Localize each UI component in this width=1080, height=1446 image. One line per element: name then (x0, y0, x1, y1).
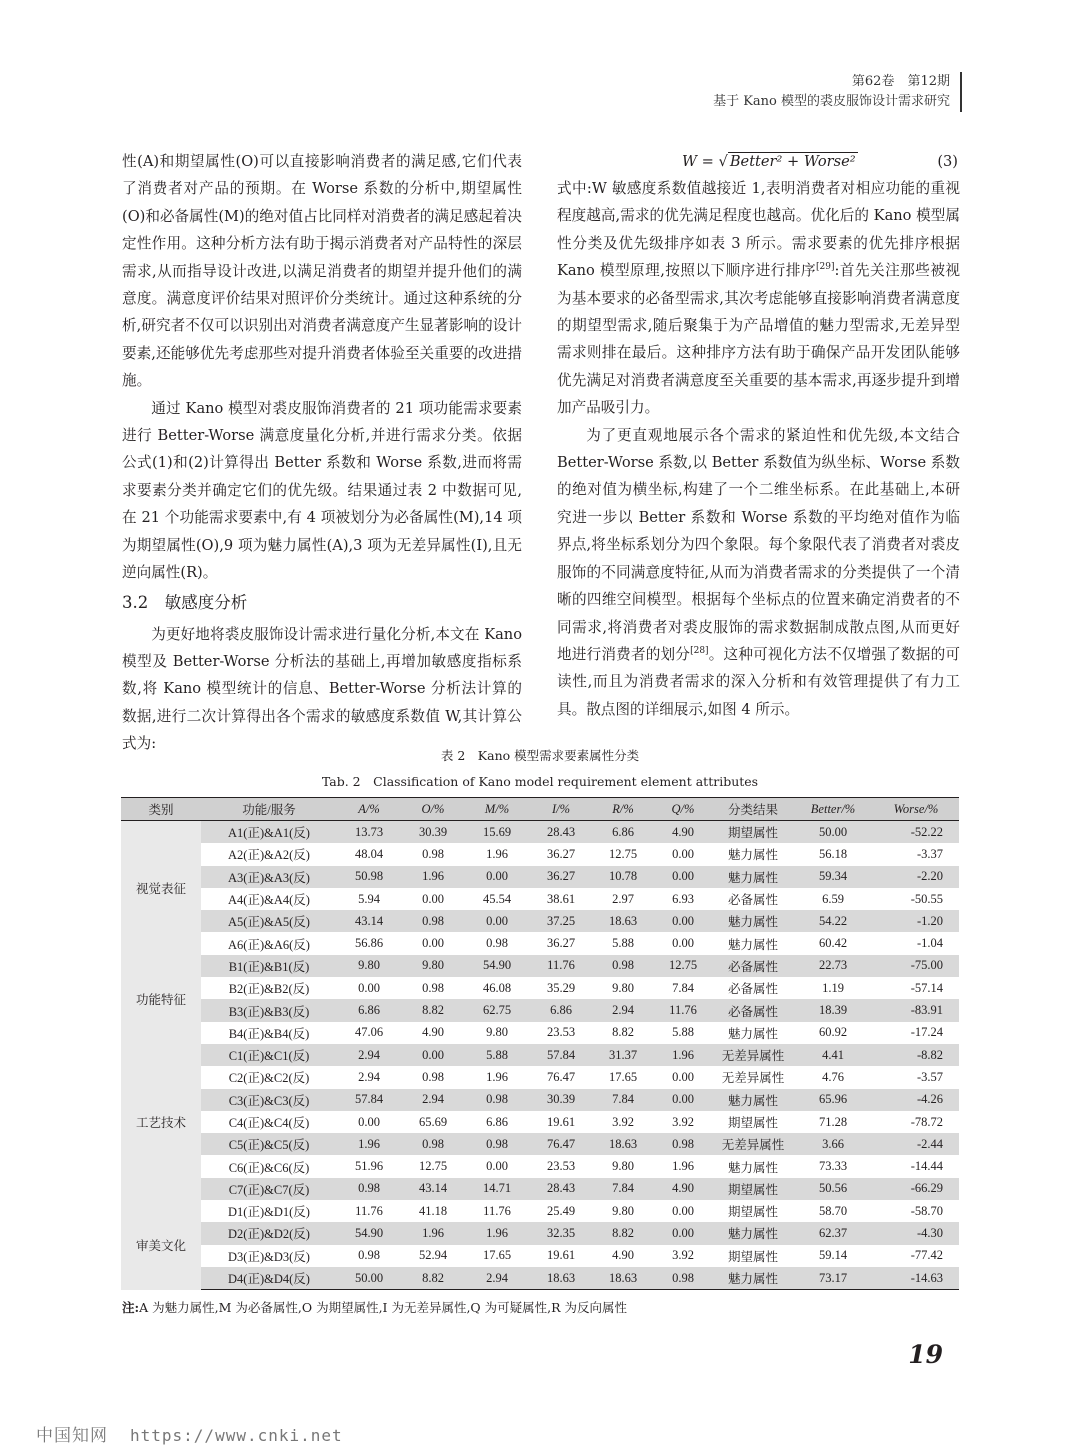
formula-rhs: Better² + Worse² (729, 153, 856, 170)
table-cell: 5.88 (612, 936, 634, 951)
footer-site: 中国知网 (36, 1426, 108, 1446)
table-cell: 必备属性 (713, 999, 793, 1021)
column-header: 功能/服务 (201, 798, 337, 821)
table-cell: -2.44 (873, 1133, 959, 1155)
table-cell: 0.98 (422, 846, 444, 861)
table-cell: 62.37 (793, 1222, 873, 1244)
table-cell: 0.98 (422, 1069, 444, 1084)
formula-3: W = √ Better² + Worse² (3) (557, 148, 960, 175)
table-cell: 45.54 (482, 891, 512, 906)
table-cell: 期望属性 (713, 1178, 793, 1200)
table-cell: 1.96 (337, 1133, 401, 1155)
table-cell: -3.37 (916, 846, 943, 861)
table-cell: 6.86 (486, 1114, 508, 1129)
left-column (122, 148, 522, 758)
table-cell: 4.41 (793, 1044, 873, 1066)
table-cell: 6.86 (593, 821, 653, 844)
table-cell: 43.14 (337, 910, 401, 932)
table-cell: A4(正)&A4(反) (228, 893, 310, 908)
table-cell: -4.30 (873, 1222, 959, 1244)
table-cell: 7.84 (593, 1178, 653, 1200)
table-cell: 76.47 (546, 1069, 576, 1084)
table-cell: 0.98 (465, 1089, 529, 1111)
table-cell: 58.70 (818, 1203, 848, 1218)
table-cell: 2.94 (465, 1267, 529, 1290)
table-cell: 魅力属性 (713, 910, 793, 932)
table-cell: 54.90 (337, 1222, 401, 1244)
table-cell: -75.00 (873, 955, 959, 977)
table-cell: 11.76 (653, 999, 713, 1021)
text-run: 。这种可视化方法不仅增强了数据的可读性,而且为消费者需求的深入分析和有效管理提供了有力工具。散点图的详细展示,如图 4 所示。 (557, 645, 960, 718)
table-cell: 8.82 (612, 1025, 634, 1040)
column-header: 分类结果 (713, 798, 793, 821)
table-cell: 0.00 (672, 846, 694, 861)
table-cell: 18.63 (593, 910, 653, 932)
table-row (121, 888, 959, 910)
table-cell: 19.61 (546, 1248, 576, 1263)
table-cell: 12.75 (608, 846, 638, 861)
table-cell: -83.91 (873, 999, 959, 1021)
column-header: I/% (529, 798, 593, 821)
table-cell: 18.39 (793, 999, 873, 1021)
table-cell: 无差异属性 (721, 1071, 785, 1086)
text-run: :首先关注那些被视为基本要求的必备型需求,其次考虑能够直接影响消费者满意度的期望型需求,随后聚集于为产品增值的魅力型需求,无差异型需求则排在最后。这种排序方法有助于确保产品开发团队能够优先满足对消费者满意度至关重要的基本需求,再逐步提升到增加产品吸引力。 (557, 262, 960, 417)
table-caption-cn: 表 2 Kano 模型需求要素属性分类 (440, 748, 640, 763)
table-cell: 11.76 (529, 955, 593, 977)
table-cell: 71.28 (818, 1114, 848, 1129)
table-cell: 0.98 (401, 910, 465, 932)
table-cell: 1.96 (401, 866, 465, 888)
table-cell: B2(正)&B2(反) (228, 982, 310, 997)
table-cell: 8.82 (593, 1222, 653, 1244)
table-cell: 魅力属性 (727, 848, 778, 863)
table-cell: 4.90 (653, 1178, 713, 1200)
table-cell: -14.63 (873, 1267, 959, 1290)
table-cell: 59.14 (818, 1248, 848, 1263)
table-cell: 23.53 (546, 1159, 576, 1174)
paragraph (557, 422, 960, 723)
table-cell: 43.14 (401, 1178, 465, 1200)
table-cell: 23.53 (546, 1025, 576, 1040)
table-cell: 0.00 (465, 866, 529, 888)
table-cell: 魅力属性 (727, 937, 778, 952)
table-note (122, 1298, 627, 1316)
table-cell: 18.63 (593, 1133, 653, 1155)
table-row (121, 1245, 959, 1267)
table-cell: 3.92 (672, 1114, 694, 1129)
table-cell: 2.97 (612, 891, 634, 906)
table-cell: 4.90 (422, 1025, 444, 1040)
formula-number: (3) (937, 153, 958, 170)
table-cell: 1.96 (401, 1222, 465, 1244)
table-cell: -58.70 (910, 1203, 943, 1218)
table-cell: 3.92 (672, 1248, 694, 1263)
table-cell: 52.94 (418, 1248, 448, 1263)
table-cell: 4.76 (822, 1069, 844, 1084)
table-cell: 25.49 (546, 1203, 576, 1218)
table-cell: D2(正)&D2(反) (201, 1222, 337, 1244)
table-cell: 0.00 (672, 936, 694, 951)
table-cell: D3(正)&D3(反) (228, 1249, 310, 1264)
table-body (121, 821, 959, 1290)
table-cell: 6.86 (337, 999, 401, 1021)
table-cell: A3(正)&A3(反) (201, 866, 337, 888)
table-cell: 魅力属性 (727, 1160, 778, 1175)
table-cell: -1.20 (873, 910, 959, 932)
table-cell: 32.35 (529, 1222, 593, 1244)
table-cell: 50.56 (793, 1178, 873, 1200)
table-cell: C2(正)&C2(反) (228, 1071, 310, 1086)
table-cell: 36.27 (546, 846, 576, 861)
table-cell: 50.00 (793, 821, 873, 844)
paragraph: 性(A)和期望属性(O)可以直接影响消费者的满足感,它们代表了消费者对产品的预期。在 Worse 系数的分析中,期望属性(O)和必备属性(M)的绝对值占比同样对消费者的满足感起着决定性作用。这种分析方法有助于揭示消费者对产品特性的深层需求,从而指导设计改进,以满足消费者的期望并提升他们的满意度。满意度评价结果对照评价分类统计。通过这种系统的分析,研究者不仅可以识别出对消费者满意度产生显著影响的设计要素,还能够优先考虑那些对提升消费者体验至关重要的改进措施。 (122, 153, 522, 390)
journal-volume: 第62卷 第12期 (851, 74, 950, 89)
table-cell: 15.69 (465, 821, 529, 844)
table-cell: 必备属性 (727, 893, 778, 908)
note-label: 注: (122, 1300, 140, 1315)
note-text: A 为魅力属性,M 为必备属性,O 为期望属性,I 为无差异属性,Q 为可疑属性,R 为反向属性 (139, 1300, 628, 1315)
table-cell: 1.19 (822, 980, 844, 995)
table-cell: B3(正)&B3(反) (201, 999, 337, 1021)
table-cell: 期望属性 (727, 1205, 778, 1220)
table-cell: 5.94 (358, 891, 380, 906)
table-cell: -52.22 (873, 821, 959, 844)
table-cell: 期望属性 (727, 1249, 778, 1264)
table-cell: 2.94 (358, 1069, 380, 1084)
table-row (121, 1044, 959, 1066)
table-cell: 1.96 (486, 1069, 508, 1084)
table-cell: 7.84 (672, 980, 694, 995)
table-cell: 魅力属性 (713, 1222, 793, 1244)
table-cell: 1.96 (486, 846, 508, 861)
table-cell: -4.26 (873, 1089, 959, 1111)
paragraph (557, 175, 960, 422)
table-cell: 47.06 (354, 1025, 384, 1040)
table-cell: -77.42 (910, 1248, 943, 1263)
table-row (121, 955, 959, 977)
column-header: Better/% (793, 798, 873, 821)
table-cell: 1.96 (465, 1222, 529, 1244)
table-cell: -1.04 (916, 936, 943, 951)
column-header: M/% (465, 798, 529, 821)
table-cell: 0.00 (422, 891, 444, 906)
paragraph: 为更好地将裘皮服饰设计需求进行量化分析,本文在 Kano 模型及 Better-Worse 分析法的基础上,再增加敏感度指标系数,将 Kano 模型统计的信息、Better-Worse 分析法计算的数据,进行二次计算得出各个需求的敏感度系数值 W,其计算公式为: (122, 625, 522, 753)
table-cell: 0.00 (358, 1114, 380, 1129)
table-cell: -50.55 (910, 891, 943, 906)
table-row (121, 1022, 959, 1044)
table-cell: 5.88 (672, 1025, 694, 1040)
table-cell: 46.08 (482, 980, 512, 995)
table-cell: 0.00 (653, 1222, 713, 1244)
table-cell: D1(正)&D1(反) (228, 1205, 310, 1220)
table-cell: -57.14 (910, 980, 943, 995)
table-cell: A6(正)&A6(反) (228, 937, 310, 952)
table-cell: -66.29 (873, 1178, 959, 1200)
table-cell: 62.75 (465, 999, 529, 1021)
table-cell: -2.20 (873, 866, 959, 888)
table-cell: 9.80 (612, 1203, 634, 1218)
table-row (121, 910, 959, 932)
table-cell: 2.94 (401, 1089, 465, 1111)
table-cell: 12.75 (418, 1159, 448, 1174)
table-cell: 8.82 (401, 1267, 465, 1290)
table-row (121, 999, 959, 1021)
table-cell: 51.96 (354, 1159, 384, 1174)
table-cell: 0.00 (672, 1069, 694, 1084)
table-cell: 41.18 (418, 1203, 448, 1218)
table-cell: 54.22 (793, 910, 873, 932)
table-row (121, 1089, 959, 1111)
table-cell: 2.94 (337, 1044, 401, 1066)
table-cell: 38.61 (546, 891, 576, 906)
table-cell: A1(正)&A1(反) (201, 821, 337, 844)
table-cell: 2.94 (593, 999, 653, 1021)
table-cell: 0.00 (486, 1159, 508, 1174)
table-row (121, 1155, 959, 1177)
table-cell: 期望属性 (713, 821, 793, 844)
table-header-row (121, 798, 959, 821)
table-cell: 9.80 (486, 1025, 508, 1040)
table-cell: 17.65 (482, 1248, 512, 1263)
table-cell: 魅力属性 (713, 1267, 793, 1290)
table-cell: D4(正)&D4(反) (201, 1267, 337, 1290)
table-cell: A2(正)&A2(反) (228, 848, 310, 863)
table-cell: -14.44 (910, 1159, 943, 1174)
table-row (121, 1066, 959, 1088)
table-cell: 73.17 (793, 1267, 873, 1290)
category-cell: 审美文化 (121, 1200, 201, 1290)
column-header: Worse/% (873, 798, 959, 821)
table-cell: B1(正)&B1(反) (201, 955, 337, 977)
table-cell: 36.27 (546, 936, 576, 951)
table-cell: 3.66 (793, 1133, 873, 1155)
table-cell: -8.82 (873, 1044, 959, 1066)
table-row (121, 821, 959, 844)
table-cell: C4(正)&C4(反) (228, 1116, 310, 1130)
table-cell: 0.00 (422, 936, 444, 951)
table-cell: 0.98 (465, 1133, 529, 1155)
table-row (121, 1133, 959, 1155)
table-cell: 0.00 (653, 1089, 713, 1111)
running-header (550, 72, 962, 112)
table-cell: C7(正)&C7(反) (201, 1178, 337, 1200)
section-heading: 3.2 敏感度分析 (122, 592, 248, 612)
right-column (557, 148, 960, 723)
column-header: 类别 (121, 798, 201, 821)
table-cell: 59.34 (793, 866, 873, 888)
table-row (121, 1267, 959, 1290)
table-cell: 18.63 (529, 1267, 593, 1290)
table-cell: 10.78 (593, 866, 653, 888)
table-cell: 11.76 (483, 1203, 511, 1218)
table-cell: 12.75 (653, 955, 713, 977)
table-cell: 0.98 (358, 1248, 380, 1263)
table-cell: 6.93 (672, 891, 694, 906)
table-cell: 0.00 (358, 980, 380, 995)
column-header: A/% (337, 798, 401, 821)
table-cell: 1.96 (672, 1159, 694, 1174)
table-cell: 22.73 (793, 955, 873, 977)
table-cell: 54.90 (465, 955, 529, 977)
citation[interactable]: [29] (816, 262, 835, 273)
table-cell: 0.98 (401, 1133, 465, 1155)
table-cell: B4(正)&B4(反) (228, 1026, 310, 1041)
table-cell: 60.92 (818, 1025, 848, 1040)
table-cell: 11.76 (355, 1203, 383, 1218)
table-cell: 0.00 (465, 910, 529, 932)
category-cell: 功能特征 (121, 955, 201, 1044)
formula-lhs: W = (682, 153, 719, 170)
table-cell: A5(正)&A5(反) (201, 910, 337, 932)
page-number: 19 (908, 1340, 943, 1369)
table-cell: C3(正)&C3(反) (201, 1089, 337, 1111)
table-cell: 9.80 (337, 955, 401, 977)
table-row (121, 1178, 959, 1200)
table-cell: 31.37 (593, 1044, 653, 1066)
table-cell: 65.69 (418, 1114, 448, 1129)
table-cell: 0.98 (486, 936, 508, 951)
table-cell: 56.18 (818, 846, 848, 861)
citation[interactable]: [28] (690, 646, 709, 657)
table-cell: 8.82 (401, 999, 465, 1021)
table-cell: 无差异属性 (713, 1133, 793, 1155)
paragraph: 通过 Kano 模型对裘皮服饰消费者的 21 项功能需求要素进行 Better-Worse 满意度量化分析,并进行需求分类。依据公式(1)和(2)计算得出 Better 系数和 Worse 系数,进而将需求要素分类并确定它们的优先级。结果通过表 2 中数据可见,在 21 个功能需求要素中,有 4 项被划分为必备属性(M),14 项为期望属性(O),9 项为魅力属性(A),3 项为无差异属性(I),且无逆向属性(R)。 (122, 399, 522, 582)
table-cell: 76.47 (529, 1133, 593, 1155)
kano-table (121, 797, 959, 1290)
table-cell: 6.86 (529, 999, 593, 1021)
table-cell: 0.98 (653, 1267, 713, 1290)
column-header: R/% (593, 798, 653, 821)
table-cell: 0.00 (653, 910, 713, 932)
table-cell: -17.24 (910, 1025, 943, 1040)
text-run: 为了更直观地展示各个需求的紧迫性和优先级,本文结合 Better-Worse 系数,以 Better 系数值为纵坐标、Worse 系数的绝对值为横坐标,构建了一个二维坐标系。在此基础上,本研究进一步以 Better 系数和 Worse 系数的平均绝对值作为临界点,将坐标系划分为四个象限。每个象限代表了消费者对裘皮服饰的不同满意度特征,从而为消费者需求的分类提供了一个清晰的四维空间模型。根据每个坐标点的位置来确定消费者的不同需求,将消费者对裘皮服饰的需求数据制成散点图,从而更好地进行消费者的划分 (557, 426, 960, 663)
table-cell: 0.00 (653, 866, 713, 888)
table-cell: 9.80 (401, 955, 465, 977)
table-row (121, 843, 959, 865)
table-cell: 必备属性 (713, 955, 793, 977)
category-cell: 视觉表征 (121, 821, 201, 955)
table-cell: 73.33 (818, 1159, 848, 1174)
table-row (121, 932, 959, 954)
table-cell: 必备属性 (727, 982, 778, 997)
table-cell: 0.98 (422, 980, 444, 995)
table-cell: C6(正)&C6(反) (228, 1160, 310, 1175)
table-cell: 0.98 (593, 955, 653, 977)
table-cell: 65.96 (793, 1089, 873, 1111)
footer-watermark (36, 1421, 343, 1446)
table-cell: -3.57 (916, 1069, 943, 1084)
table-cell: 9.80 (612, 980, 634, 995)
table-cell: 50.98 (337, 866, 401, 888)
table-cell: 3.92 (612, 1114, 634, 1129)
table-cell: 35.29 (546, 980, 576, 995)
table-cell: 无差异属性 (713, 1044, 793, 1066)
table-cell: 0.00 (401, 1044, 465, 1066)
table-row (121, 977, 959, 999)
table-cell: 30.39 (401, 821, 465, 844)
table-cell: 36.27 (529, 866, 593, 888)
table-cell: 57.84 (529, 1044, 593, 1066)
table-cell: 7.84 (593, 1089, 653, 1111)
table-cell: 14.71 (465, 1178, 529, 1200)
table-cell: C1(正)&C1(反) (201, 1044, 337, 1066)
text-run: 式中:W 敏感度系数值越接近 1,表明消费者对相应功能的重视程度越高,需求的优先满足程度也越高。优化后的 Kano 模型属性分类及优先级排序如表 3 所示。需求要素的优先排序根据 Kano 模型原理,按照以下顺序进行排序 (557, 180, 960, 280)
table-cell: 6.59 (822, 891, 844, 906)
table-row (121, 1111, 959, 1133)
table-cell: 期望属性 (727, 1116, 778, 1130)
column-header: Q/% (653, 798, 713, 821)
table-cell: C5(正)&C5(反) (201, 1133, 337, 1155)
table-cell: 28.43 (529, 1178, 593, 1200)
table-cell: 19.61 (546, 1114, 576, 1129)
table-cell: 5.88 (465, 1044, 529, 1066)
table-cell: 4.90 (653, 821, 713, 844)
table-cell: 28.43 (529, 821, 593, 844)
table-cell: 37.25 (529, 910, 593, 932)
table-cell: 57.84 (337, 1089, 401, 1111)
table-cell: -78.72 (910, 1114, 943, 1129)
table-cell: 50.00 (337, 1267, 401, 1290)
table-cell: 0.98 (337, 1178, 401, 1200)
table-cell: 魅力属性 (727, 1026, 778, 1041)
table-cell: 魅力属性 (713, 1089, 793, 1111)
table-cell: 0.00 (672, 1203, 694, 1218)
table-row (121, 866, 959, 888)
running-title: 基于 Kano 模型的裘皮服饰设计需求研究 (713, 94, 950, 109)
footer-url[interactable]: https://www.cnki.net (130, 1426, 343, 1445)
table-cell: 18.63 (593, 1267, 653, 1290)
category-cell: 工艺技术 (121, 1044, 201, 1200)
table-caption-en: Tab. 2 Classification of Kano model requirement element attributes (321, 774, 759, 789)
column-header: O/% (401, 798, 465, 821)
table-cell: 9.80 (612, 1159, 634, 1174)
table-cell: 13.73 (337, 821, 401, 844)
table-cell: 60.42 (818, 936, 848, 951)
table-cell: 17.65 (608, 1069, 638, 1084)
table-cell: 30.39 (529, 1089, 593, 1111)
table-cell: 0.98 (653, 1133, 713, 1155)
table-cell: 56.86 (354, 936, 384, 951)
table-cell: 4.90 (612, 1248, 634, 1263)
table-cell: 魅力属性 (713, 866, 793, 888)
table-cell: 48.04 (354, 846, 384, 861)
table-row (121, 1200, 959, 1222)
table-cell: 1.96 (653, 1044, 713, 1066)
table-row (121, 1222, 959, 1244)
